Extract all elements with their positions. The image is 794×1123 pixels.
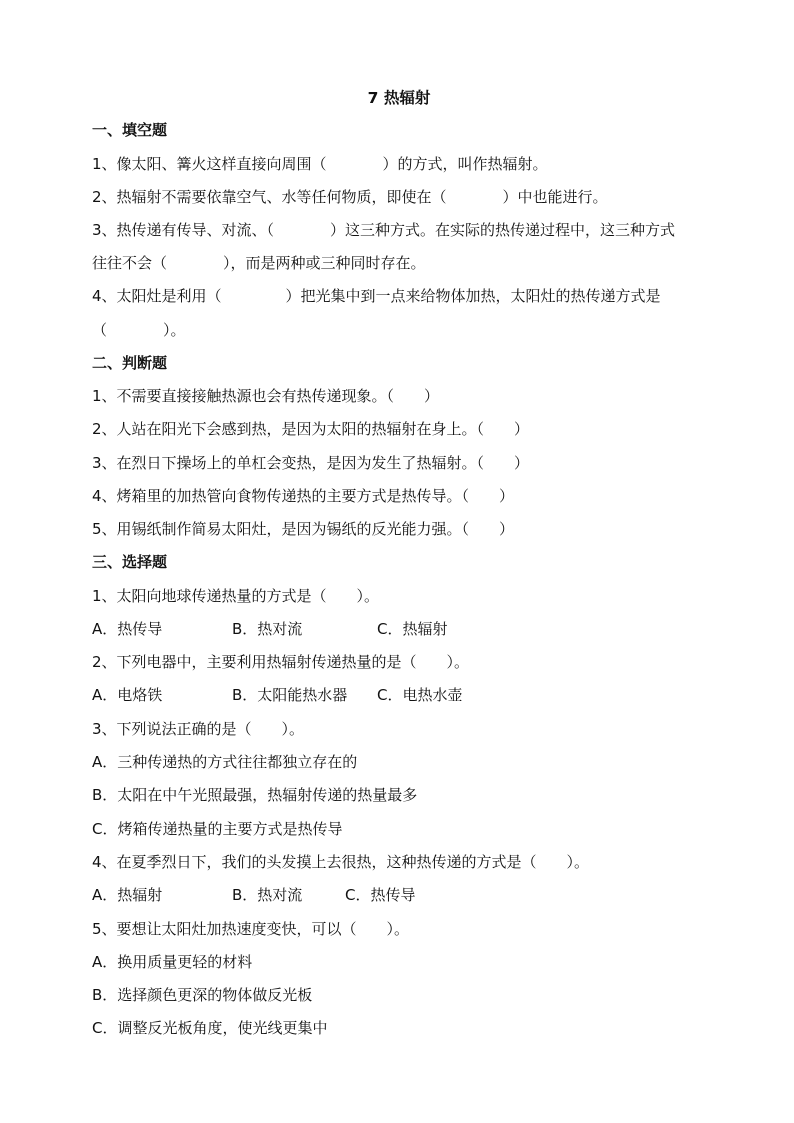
choice-q5-option-c[interactable]: C．调整反光板角度，使光线更集中 [92,1019,328,1037]
judge-question-4: 4、烤箱里的加热管向食物传递热的主要方式是热传导。（ ） [92,487,515,505]
fill-question-4-line-1 [92,282,661,310]
choice-question-3-stem: 3、下列说法正确的是（ ）。 [92,720,305,738]
fill-q3-text-b: ）这三种方式。在实际的热传递过程中，这三种方式 [330,221,676,239]
choice-q3-option-a[interactable]: A．三种传递热的方式往往都独立存在的 [92,753,358,771]
fill-q4-text-d: ）。 [163,321,186,339]
choice-q1-option-b[interactable]: B．热对流 [232,620,303,638]
choice-q1-option-c[interactable]: C．热辐射 [377,620,448,638]
fill-question-3-line-2 [92,249,426,277]
fill-q1-text-b: ）的方式，叫作热辐射。 [382,155,548,173]
fill-q4-text-a: 4、太阳灶是利用（ [92,287,222,305]
choice-question-4-stem: 4、在夏季烈日下，我们的头发摸上去很热，这种热传递的方式是（ ）。 [92,853,590,871]
choice-question-5-stem: 5、要想让太阳灶加热速度变快，可以（ ）。 [92,920,410,938]
judge-question-5: 5、用锡纸制作简易太阳灶，是因为锡纸的反光能力强。（ ） [92,520,515,538]
fill-q4-text-c: （ [92,321,108,339]
choice-q4-option-a[interactable]: A．热辐射 [92,886,163,904]
judge-question-3: 3、在烈日下操场上的单杠会变热，是因为发生了热辐射。（ ） [92,454,530,472]
choice-q4-option-b[interactable]: B．热对流 [232,886,303,904]
choice-question-1-stem: 1、太阳向地球传递热量的方式是（ ）。 [92,587,380,605]
fill-q3-text-d: ），而是两种或三种同时存在。 [223,254,426,272]
judge-question-1: 1、不需要直接接触热源也会有热传递现象。（ ） [92,387,440,405]
choice-q5-option-a[interactable]: A．换用质量更轻的材料 [92,953,253,971]
section-heading-choice: 三、选择题 [92,553,168,571]
section-heading-fill: 一、填空题 [92,121,168,139]
choice-q2-option-b[interactable]: B．太阳能热水器 [232,686,348,704]
choice-q4-option-c[interactable]: C．热传导 [345,886,416,904]
fill-question-1 [92,150,548,178]
fill-question-3-line-1 [92,216,675,244]
fill-q1-text-a: 1、像太阳、篝火这样直接向周围（ [92,155,327,173]
section-heading-judge: 二、判断题 [92,354,168,372]
fill-question-4-line-2 [92,316,186,344]
page-title: 7 热辐射 [367,89,431,107]
fill-q3-text-c: 往往不会（ [92,254,168,272]
fill-q3-text-a: 3、热传递有传导、对流、（ [92,221,275,239]
fill-q2-text-b: ）中也能进行。 [502,188,608,206]
fill-q2-text-a: 2、热辐射不需要依靠空气、水等任何物质，即使在（ [92,188,447,206]
choice-question-2-stem: 2、下列电器中，主要利用热辐射传递热量的是（ ）。 [92,653,470,671]
choice-q2-option-a[interactable]: A．电烙铁 [92,686,163,704]
choice-q1-option-a[interactable]: A．热传导 [92,620,163,638]
fill-question-2 [92,183,608,211]
judge-question-2: 2、人站在阳光下会感到热，是因为太阳的热辐射在身上。（ ） [92,420,530,438]
choice-q3-option-b[interactable]: B．太阳在中午光照最强，热辐射传递的热量最多 [92,786,418,804]
choice-q5-option-b[interactable]: B．选择颜色更深的物体做反光板 [92,986,313,1004]
choice-q2-option-c[interactable]: C．电热水壶 [377,686,463,704]
choice-q3-option-c[interactable]: C．烤箱传递热量的主要方式是热传导 [92,820,343,838]
fill-q4-text-b: ）把光集中到一点来给物体加热，太阳灶的热传递方式是 [285,287,661,305]
